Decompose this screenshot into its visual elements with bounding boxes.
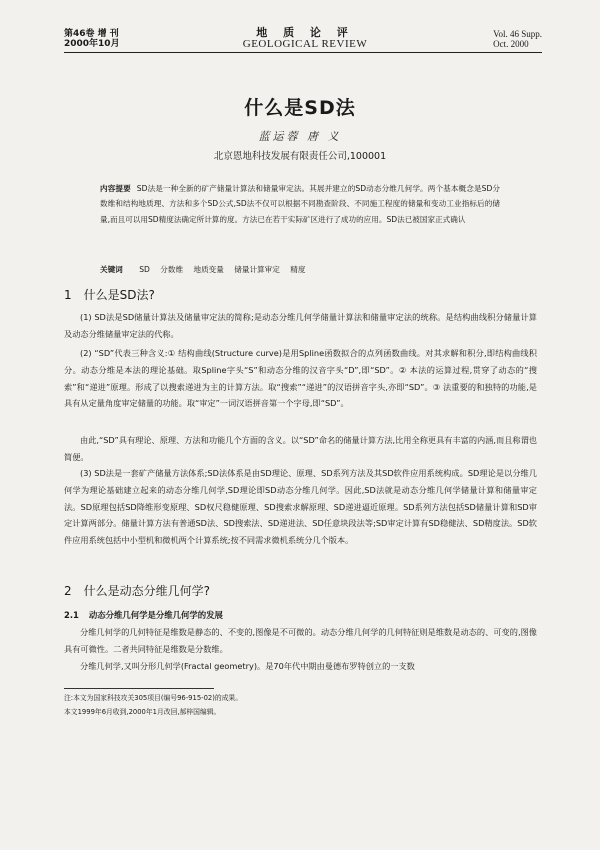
header-volume <box>64 29 120 49</box>
header-volume-en <box>493 29 542 49</box>
paragraph-3: 由此,“SD”具有理论、原理、方法和功能几个方面的含义。以“SD”命名的储量计算方法,比用全称更具有丰富的内涵,而且称谓也简便。 <box>64 435 537 462</box>
subsection-title: 动态分维几何学是分维几何学的发展 <box>88 610 223 620</box>
journal-name-en: GEOLOGICAL REVIEW <box>242 38 368 50</box>
journal-name-cn: 地 质 论 评 <box>256 26 354 39</box>
abstract-text: SD法是一种全新的矿产储量计算法和储量审定法。其展并建立的SD动态分维几何学。两个基本概念是SD分数维和结构地质理、方法和多个SD公式,SD法不仅可以根据不同勘查阶段、不同施工程度的储量和变动工业指标后的储量,而且可以用SD精度法确定所计算的度。方法已在若干实际矿区进行了成功的应用。SD法已被国家正式确认 <box>100 184 501 224</box>
paragraph-6: 分维几何学,又叫分形几何学(Fractal geometry)。是70年代中期由曼德布罗特创立的一支数 <box>80 661 415 671</box>
paragraph-1: (1) SD法是SD储量计算法及储量审定法的简称;是动态分维几何学储量计算法和储量审定法的统称。是结构曲线积分储量计算及动态分维储量审定法的代称。 <box>64 312 537 339</box>
keywords-label: 关键词 <box>100 265 123 274</box>
keywords <box>100 264 500 275</box>
footnote-funding: 注:本文为国家科技攻关305项目(编号96-915-02)的成果。 <box>64 694 243 702</box>
abstract-label: 内容提要 <box>100 184 131 193</box>
paragraph-2: (2) “SD”代表三种含义:① 结构曲线(Structure curve)是用Spline函数拟合的点列函数曲线。对其求解和积分,即结构曲线积分。动态分维是本法的理论基础。取Spline字头“S”和动态分维的汉音字头“D”,即“SD”。② 本法的运算过程,贯穿了动态的“搜索”和“递进”原理。形成了以搜索递进为主的计算方法。取“搜索”“递进”的汉语拼音字头,亦即“SD”。③ 法重要的和独特的功能,是具有从定量角度审定储量的功能。取“审定”一词汉语拼音第一个字母,即“SD”。 <box>64 348 537 409</box>
article-affiliation: 北京恩地科技发展有限责任公司,100001 <box>213 151 387 162</box>
journal-name <box>220 27 390 50</box>
article-authors: 蓝运蓉 唐 义 <box>258 130 342 143</box>
paragraph-5: 分维几何学的几何特征是维数是静态的、不变的,图像是不可微的。动态分维几何学的几何特征则是维数是动态的、可变的,图像具有可微性。二者共同特征是维数是分数维。 <box>64 627 537 654</box>
header-rule <box>64 52 542 53</box>
paragraph-4: (3) SD法是一套矿产储量方法体系;SD法体系是由SD理论、原理、SD系列方法及其SD软件应用系统构成。SD理论是以分维几何学为理论基础建立起来的动态分维几何学,SD理论即SD动态分维几何学。因此,SD法就是动态分维几何学储量计算和储量审定法。SD原理包括SD降维形变原理、SD权尺稳健原理、SD搜索求解原理、SD递进逼近原理。SD系列方法包括SD储量计算和SD审定计算两部分。储量计算方法有普通SD法、SD搜索法、SD递进法、SD任意块段法等;SD审定计算有SD稳健法、SD精度法。SD软件应用系统包括中小型机和微机两个计算系统;按不同需求微机系统分几个版本。 <box>64 468 537 546</box>
section-number: 2 <box>64 584 72 598</box>
section-heading-1 <box>64 286 155 303</box>
section-title: 什么是动态分维几何学? <box>83 584 211 598</box>
keyword: 储量计算审定 <box>234 265 280 274</box>
keyword: 分数维 <box>160 265 184 274</box>
abstract <box>100 181 500 227</box>
section-heading-2 <box>64 582 210 599</box>
header-volume-en-line2: Oct. 2000 <box>493 39 529 49</box>
article-title: 什么是SD法 <box>244 97 356 119</box>
header-volume-issue: 第46卷 增 刊 <box>64 29 119 39</box>
subsection-heading <box>64 609 223 621</box>
footnote-rule <box>64 688 214 689</box>
keyword: SD <box>139 265 150 274</box>
subsection-number: 2.1 <box>64 610 79 620</box>
keyword: 精度 <box>290 265 306 274</box>
section-title: 什么是SD法? <box>83 288 155 302</box>
keyword: 地质变量 <box>193 265 224 274</box>
section-number: 1 <box>64 288 72 302</box>
footnote-received: 本文1999年6月收到,2000年1月改回,郝梓国编辑。 <box>64 708 221 716</box>
header-date: 2000年10月 <box>64 39 120 49</box>
header-volume-en-line1: Vol. 46 Supp. <box>493 29 542 39</box>
